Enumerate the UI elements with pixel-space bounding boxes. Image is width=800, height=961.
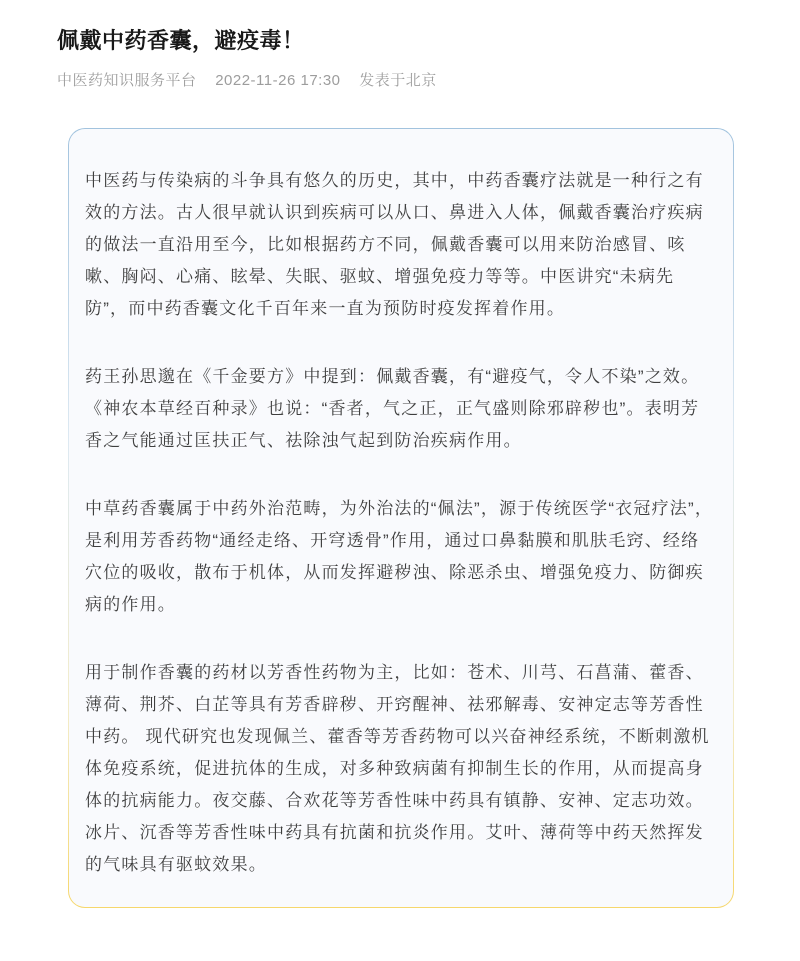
article-title: 佩戴中药香囊，避疫毒！ [57, 28, 305, 53]
content-card-border [68, 128, 734, 908]
meta-publish-location: 发表于北京 [359, 72, 437, 89]
article-meta [57, 72, 744, 90]
meta-publish-datetime: 2022-11-26 17:30 [215, 72, 341, 89]
content-card [69, 129, 733, 907]
article-paragraph: 用于制作香囊的药材以芳香性药物为主，比如：苍术、川芎、石菖蒲、藿香、薄荷、荆芥、白芷等具有芳香辟秽、开窍醒神、祛邪解毒、安神定志等芳香性中药。 现代研究也发现佩兰、藿香等芳香药物可以兴奋神经系统，不断刺激机体免疫系统，促进抗体的生成，对多种致病菌有抑制生长的作用，从而提高身体的抗病能力。夜交藤、合欢花等芳香性味中药具有镇静、安神、定志功效。冰片、沉香等芳香性味中药具有抗菌和抗炎作用。艾叶、薄荷等中药天然挥发的气味具有驱蚊效果。 [85, 663, 710, 874]
article-paragraph: 中草药香囊属于中药外治范畴，为外治法的“佩法”，源于传统医学“衣冠疗法”，是利用芳香药物“通经走络、开穹透骨”作用，通过口鼻黏膜和肌肤毛窍、经络穴位的吸收，散布于机体，从而发挥避秽浊、除恶杀虫、增强免疫力、防御疾病的作用。 [85, 499, 714, 614]
article-paragraph: 中医药与传染病的斗争具有悠久的历史，其中，中药香囊疗法就是一种行之有效的方法。古人很早就认识到疾病可以从口、鼻进入人体，佩戴香囊治疗疾病的做法一直沿用至今，比如根据药方不同，佩戴香囊可以用来防治感冒、咳嗽、胸闷、心痛、眩晕、失眠、驱蚊、增强免疫力等等。中医讲究“未病先防”，而中药香囊文化千百年来一直为预防时疫发挥着作用。 [85, 171, 704, 318]
article-paragraph: 药王孙思邈在《千金要方》中提到：佩戴香囊，有“避疫气，令人不染”之效。《神农本草经百种录》也说：“香者，气之正，正气盛则除邪辟秽也”。表明芳香之气能通过匡扶正气、祛除浊气起到防治疾病作用。 [85, 367, 700, 450]
meta-source-name: 中医药知识服务平台 [57, 72, 197, 89]
